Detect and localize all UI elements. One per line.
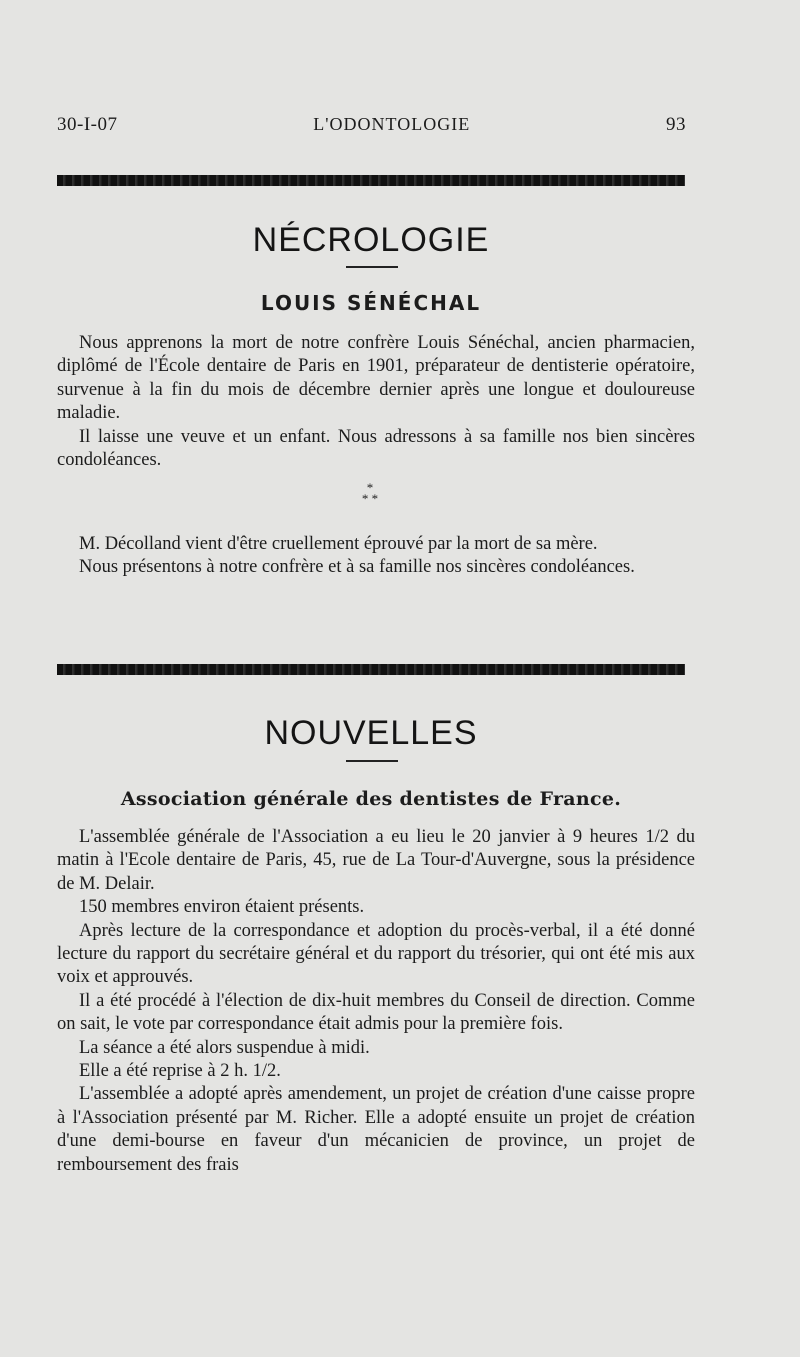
top-ornamental-rule bbox=[57, 175, 685, 186]
paragraph: Après lecture de la correspondance et adoption du procès-verbal, il a été donné lecture du rapport du secrétaire général et du rapport du trésorier, qui ont été mis aux voix et approuvés. bbox=[57, 920, 695, 988]
decolland-notice bbox=[57, 533, 695, 580]
necrologie-body bbox=[57, 332, 695, 472]
paragraph: Nous apprenons la mort de notre confrère Louis Sénéchal, ancien pharmacien, diplômé de l'École dentaire de Paris en 1901, préparateur de dentisterie opératoire, survenue à la fin du mois de décembre dernier après une longue et douloureuse maladie. bbox=[57, 333, 695, 424]
association-subtitle: Association générale des dentistes de France. bbox=[120, 788, 622, 810]
middle-ornamental-rule bbox=[57, 664, 685, 675]
title-divider bbox=[346, 266, 398, 268]
paragraph: L'assemblée a adopté après amendement, un projet de création d'une caisse propre à l'Association présenté par M. Richer. Elle a adopté ensuite un projet de création d'une demi-bourse en faveur d'un mécanicien de province, un projet de remboursement des frais bbox=[57, 1084, 695, 1175]
header-date: 30-I-07 bbox=[57, 114, 118, 135]
running-header bbox=[57, 114, 686, 136]
nouvelles-body bbox=[57, 826, 695, 1177]
asterism-separator: * * * bbox=[361, 480, 379, 506]
paragraph: L'assemblée générale de l'Association a eu lieu le 20 janvier à 9 heures 1/2 du matin à l'Ecole dentaire de Paris, 45, rue de La Tour-d'Auvergne, sous la présidence de M. Delair. bbox=[57, 827, 695, 894]
paragraph: Il a été procédé à l'élection de dix-huit membres du Conseil de direction. Comme on sait, le vote par correspondance était admis pour la première fois. bbox=[57, 990, 695, 1035]
title-divider bbox=[346, 760, 398, 762]
paragraph: Nous présentons à notre confrère et à sa famille nos sincères condoléances. bbox=[79, 557, 635, 578]
paragraph: Il laisse une veuve et un enfant. Nous adressons à sa famille nos bien sincères condoléances. bbox=[57, 426, 695, 471]
paragraph: M. Décolland vient d'être cruellement éprouvé par la mort de sa mère. bbox=[79, 534, 598, 554]
necrologie-title: NÉCROLOGIE bbox=[252, 221, 490, 259]
paragraph: La séance a été alors suspendue à midi. bbox=[79, 1037, 370, 1058]
header-journal-title: L'ODONTOLOGIE bbox=[313, 114, 471, 134]
necrologie-subtitle: LOUIS SÉNÉCHAL bbox=[260, 291, 482, 315]
paragraph: 150 membres environ étaient présents. bbox=[79, 897, 365, 918]
header-page-number: 93 bbox=[666, 114, 686, 135]
paragraph: Elle a été reprise à 2 h. 1/2. bbox=[79, 1061, 281, 1082]
nouvelles-title: NOUVELLES bbox=[264, 714, 478, 752]
